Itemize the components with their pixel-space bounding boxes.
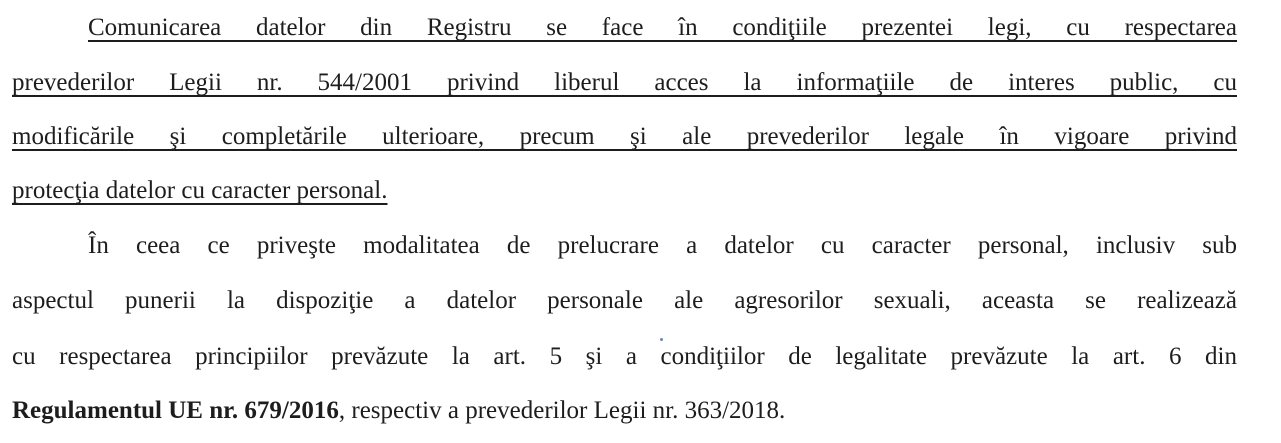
paragraph1-line2: prevederilor Legii nr. 544/2001 privind liberul acces la informaţiile de interes public, cu <box>12 69 1237 96</box>
paragraph1-line4: protecţia datelor cu caracter personal. <box>12 177 388 204</box>
paragraph1-line3: modificările şi completările ulterioare, precum şi ale prevederilor legale în vigoare privind <box>12 123 1237 150</box>
paragraph2-line4-text: , respectiv a prevederilor Legii nr. 363/2018. <box>338 397 786 424</box>
paragraph2-line4 <box>12 396 1237 426</box>
paragraph1-line1: Comunicarea datelor din Registru se face în condiţiile prezentei legi, cu respectarea <box>88 14 1237 41</box>
scan-speck <box>660 338 663 341</box>
paragraph2-line1: În ceea ce priveşte modalitatea de prelucrare a datelor cu caracter personal, inclusiv sub <box>88 232 1237 259</box>
paragraph2-line2: aspectul punerii la dispoziţie a datelor personale ale agresorilor sexuali, aceasta se realizează <box>12 287 1237 314</box>
regulation-reference: Regulamentul UE nr. 679/2016 <box>12 397 339 424</box>
paragraph2-line3: cu respectarea principiilor prevăzute la art. 5 şi a condiţiilor de legalitate prevăzute la art. 6 din <box>12 343 1237 370</box>
